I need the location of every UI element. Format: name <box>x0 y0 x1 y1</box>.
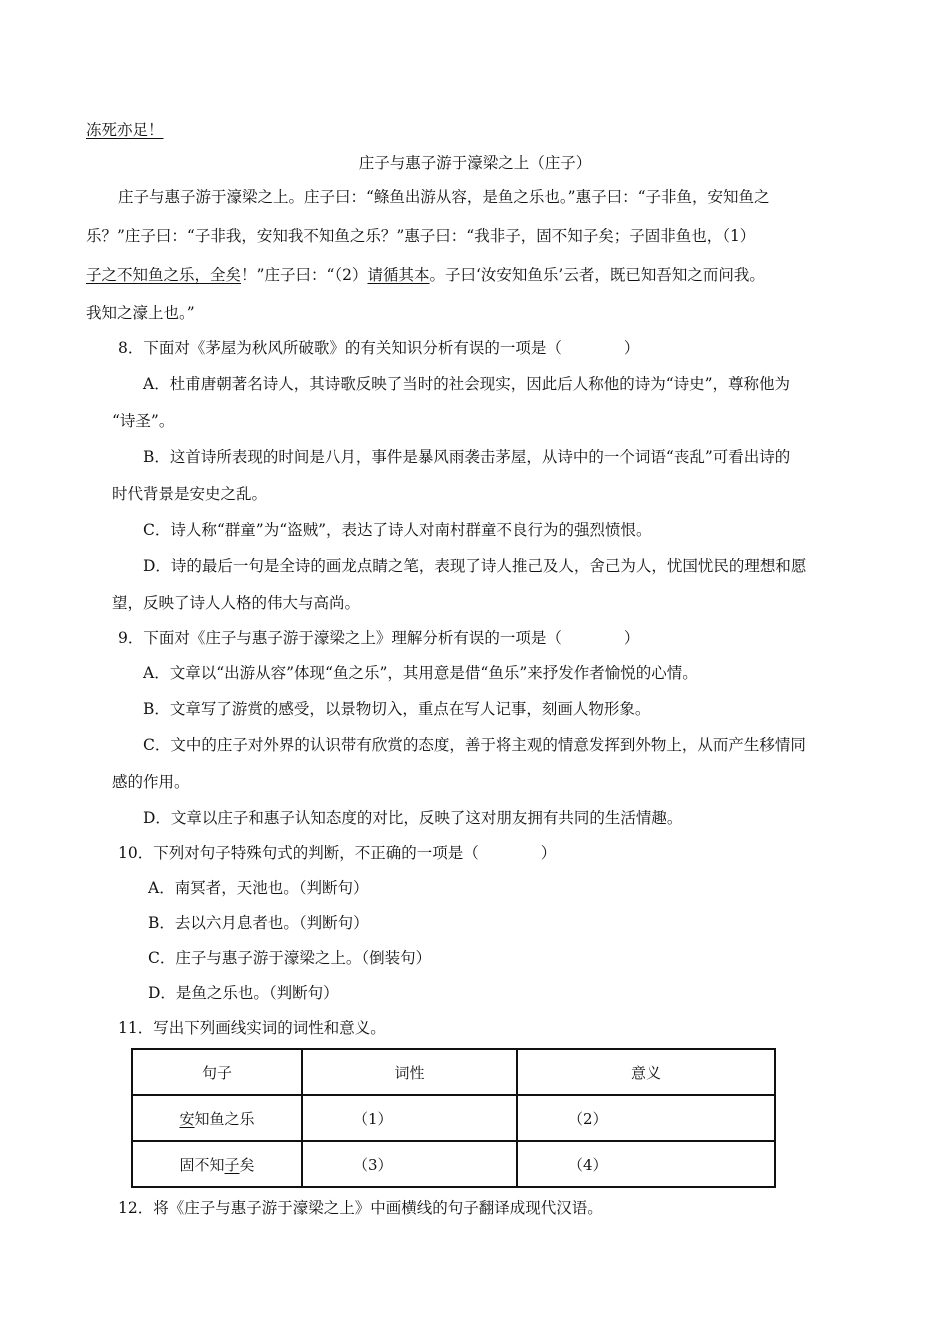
q9-option-a: A．文章以“出游从容”体现“鱼之乐”，其用意是借“鱼乐”来抒发作者愉悦的心情。 <box>143 664 698 682</box>
q9-option-d: D．文章以庄子和惠子认知态度的对比，反映了这对朋友拥有共同的生活情趣。 <box>143 809 683 827</box>
underlined-sentence-2: 请循其本 <box>367 266 430 284</box>
q8-option-c: C．诗人称“群童”为“盗贼”，表达了诗人对南村群童不良行为的强烈愤恨。 <box>143 521 652 539</box>
q8-option-d-cont: 望，反映了诗人人格的伟大与高尚。 <box>112 594 361 612</box>
q9-option-c: C．文中的庄子对外界的认识带有欣赏的态度，善于将主观的情意发挥到外物上，从而产生移情同 <box>143 736 806 754</box>
question-12-stem: 12．将《庄子与惠子游于濠梁之上》中画横线的句子翻译成现代汉语。 <box>118 1199 603 1217</box>
sentence-text: 矣 <box>239 1155 255 1174</box>
q8-option-b: B．这首诗所表现的时间是八月，事件是暴风雨袭击茅屋，从诗中的一个词语“丧乱”可看出诗的 <box>143 448 791 466</box>
q8-option-a-cont: “诗圣”。 <box>112 412 175 430</box>
question-8-stem: 8．下面对《茅屋为秋风所破歌》的有关知识分析有误的一项是（ ） <box>118 339 640 357</box>
question-9-stem: 9．下面对《庄子与惠子游于濠梁之上》理解分析有误的一项是（ ） <box>118 629 640 647</box>
passage-line: 庄子与惠子游于濠梁之上。庄子曰：“鲦鱼出游从容，是鱼之乐也。”惠子曰：“子非鱼，安知鱼之 <box>118 188 770 206</box>
sentence-cell <box>132 1141 302 1187</box>
underlined-sentence-1: 子之不知鱼之乐，全矣 <box>86 266 242 284</box>
q10-option-d: D．是鱼之乐也。（判断句） <box>148 984 339 1002</box>
q10-option-a: A．南冥者，天池也。（判断句） <box>148 879 369 897</box>
underlined-word: 子 <box>224 1155 240 1174</box>
table-row <box>132 1141 775 1187</box>
q8-option-b-cont: 时代背景是安史之乱。 <box>112 485 268 503</box>
q10-option-b: B．去以六月息者也。（判断句） <box>148 914 369 932</box>
meaning-answer-blank-4[interactable]: （4） <box>517 1141 775 1187</box>
previous-text-tail: 冻死亦足！ <box>86 121 164 139</box>
q8-option-a: A．杜甫唐朝著名诗人，其诗歌反映了当时的社会现实，因此后人称他的诗为“诗史”，尊称他为 <box>143 375 791 393</box>
table-header-row <box>132 1049 775 1095</box>
passage-text: 。子曰‘汝安知鱼乐’云者，既已知吾知之而问我。 <box>429 266 765 284</box>
passage-line <box>86 265 765 285</box>
pos-answer-blank-1[interactable]: （1） <box>302 1095 517 1141</box>
meaning-answer-blank-2[interactable]: （2） <box>517 1095 775 1141</box>
sentence-cell <box>132 1095 302 1141</box>
passage-title: 庄子与惠子游于濠梁之上（庄子） <box>358 154 592 172</box>
table-row <box>132 1095 775 1141</box>
q10-option-c: C．庄子与惠子游于濠梁之上。（倒装句） <box>148 949 432 967</box>
word-analysis-table <box>131 1048 776 1188</box>
q9-option-c-cont: 感的作用。 <box>112 773 190 791</box>
header-sentence: 句子 <box>132 1049 302 1095</box>
sentence-text: 知鱼之乐 <box>194 1109 255 1128</box>
header-meaning: 意义 <box>517 1049 775 1095</box>
q9-option-b: B．文章写了游赏的感受，以景物切入，重点在写人记事，刻画人物形象。 <box>143 700 651 718</box>
passage-text: ！”庄子曰：“（2） <box>241 266 368 284</box>
question-10-stem: 10．下列对句子特殊句式的判断，不正确的一项是（ ） <box>118 844 557 862</box>
pos-answer-blank-3[interactable]: （3） <box>302 1141 517 1187</box>
header-part-of-speech: 词性 <box>302 1049 517 1095</box>
passage-line: 我知之濠上也。” <box>86 304 195 322</box>
q8-option-d: D．诗的最后一句是全诗的画龙点睛之笔，表现了诗人推己及人，舍己为人，忧国忧民的理想和愿 <box>143 557 807 575</box>
underlined-word: 安 <box>179 1109 195 1128</box>
sentence-text: 固不知 <box>179 1155 225 1174</box>
passage-line: 乐？”庄子曰：“子非我，安知我不知鱼之乐？”惠子曰：“我非子，固不知子矣；子固非鱼也，（1） <box>86 227 756 245</box>
question-11-stem: 11．写出下列画线实词的词性和意义。 <box>118 1019 386 1037</box>
